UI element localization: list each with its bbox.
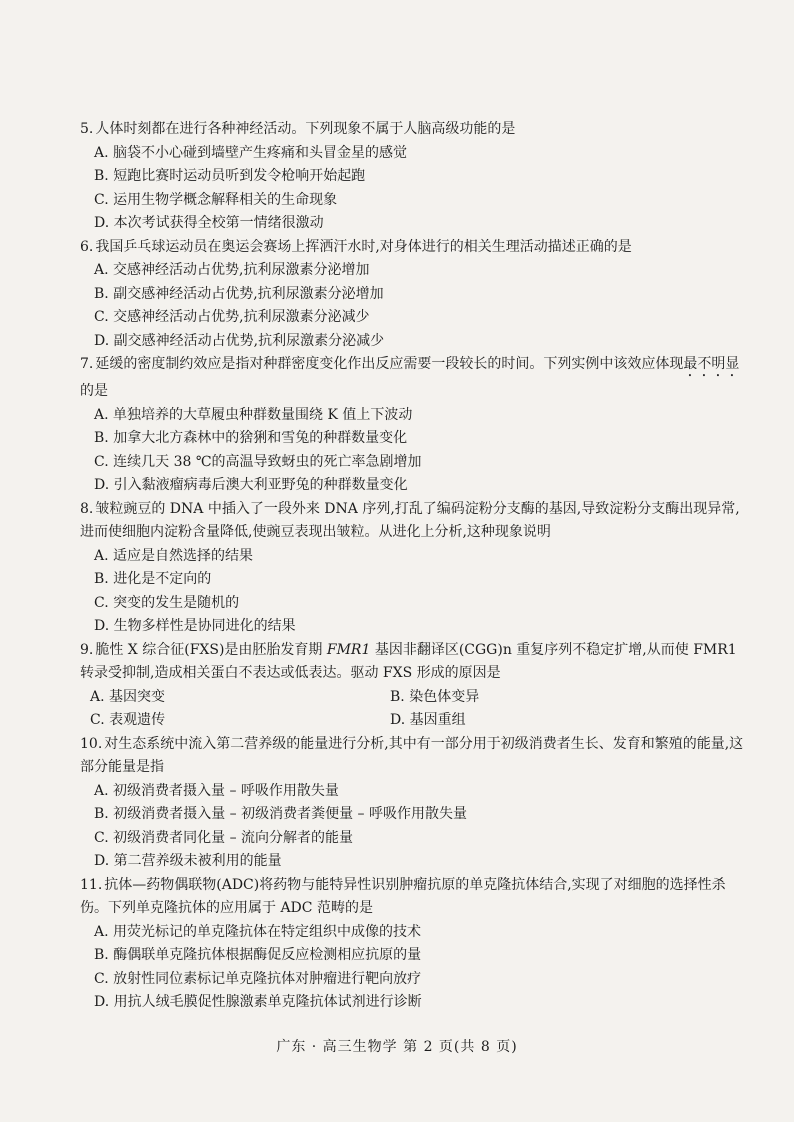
question-stem [80,639,744,686]
question-10 [80,733,744,874]
question-number: 8. [80,500,94,517]
option-list [80,404,744,498]
question-number: 10. [80,735,103,752]
question-text: 脆性 X 综合征(FXS)是由胚胎发育期 [95,641,327,658]
option-c: C. 放射性同位素标记单克隆抗体对肿瘤进行靶向放疗 [94,970,422,987]
question-number: 5. [80,121,94,137]
gene-name: FMR1 [326,641,371,658]
option-d: D. 引入黏液瘤病毒后澳大利亚野兔的种群数量变化 [94,477,408,493]
option-b: B. 进化是不定向的 [94,571,212,587]
option-grid [80,686,744,733]
option-c: C. 交感神经活动占优势,抗利尿激素分泌减少 [94,309,370,325]
question-stem [80,118,744,142]
option-b: B. 短跑比赛时运动员听到发令枪响开始起跑 [94,168,366,184]
option-c: C. 突变的发生是随机的 [94,594,240,611]
option-b: B. 酶偶联单克隆抗体根据酶促反应检测相应抗原的量 [94,947,422,963]
question-number: 11. [80,876,103,893]
question-stem [80,498,744,545]
option-c: C. 连续几天 38 ℃的高温导致蚜虫的死亡率急剧增加 [94,453,422,470]
question-number: 6. [80,238,94,255]
question-text-end: 的是 [80,383,108,399]
question-8 [80,498,744,639]
option-a: A. 适应是自然选择的结果 [94,547,254,564]
question-text: 皱粒豌豆的 DNA 中插入了一段外来 DNA 序列,打乱了编码淀粉分支酶的基因,导致淀粉分支酶出现异常,进而使细胞内淀粉含量降低,使豌豆表现出皱粒。从进化上分析,这种现象说明 [80,500,740,540]
option-list [80,545,744,639]
option-c: C. 运用生物学概念解释相关的生命现象 [94,191,338,208]
option-b: B. 染色体变异 [390,688,480,705]
option-d: D. 用抗人绒毛膜促性腺激素单克隆抗体试剂进行诊断 [94,994,422,1010]
option-c: C. 表观遗传 [90,712,166,728]
page-footer: 广东 · 高三生物学 第 2 页(共 8 页) [276,1039,518,1055]
option-d: D. 基因重组 [390,712,466,728]
option-d: D. 第二营养级未被利用的能量 [94,853,282,869]
question-9 [80,639,744,733]
emphasis-text: 最不明显 [683,356,740,372]
option-d: D. 生物多样性是协同进化的结果 [94,618,296,634]
option-b: B. 初级消费者摄入量 – 初级消费者粪便量 – 呼吸作用散失量 [94,806,467,822]
option-d: D. 本次考试获得全校第一情绪很激动 [94,215,324,231]
question-number: 9. [80,641,94,658]
question-stem [80,353,744,404]
question-number: 7. [80,356,94,372]
option-a: A. 单独培养的大草履虫种群数量围绕 K 值上下波动 [94,406,413,423]
option-a: A. 脑袋不小心碰到墙壁产生疼痛和头冒金星的感觉 [94,144,408,161]
question-text: 延缓的密度制约效应是指对种群密度变化作出反应需要一段较长的时间。下列实例中该效应体现 [95,356,684,372]
option-b: B. 副交感神经活动占优势,抗利尿激素分泌增加 [94,285,384,302]
option-a: A. 用荧光标记的单克隆抗体在特定组织中成像的技术 [94,923,422,940]
option-list [80,142,744,236]
question-5 [80,118,744,236]
option-list [80,259,744,353]
option-list [80,780,744,874]
question-text: 我国乒乓球运动员在奥运会赛场上挥洒汗水时,对身体进行的相关生理活动描述正确的是 [95,238,632,255]
option-c: C. 初级消费者同化量 – 流向分解者的能量 [94,829,354,846]
question-text-end: 基因非翻译区(CGG)n 重复序列不稳定扩增,从而使 FMR1 转录受抑制,造成相关蛋白不表达或低表达。驱动 FXS 形成的原因是 [80,641,737,681]
option-a: A. 基因突变 [90,688,166,705]
option-a: A. 交感神经活动占优势,抗利尿激素分泌增加 [94,262,370,278]
question-stem [80,874,744,921]
question-7 [80,353,744,498]
question-text: 人体时刻都在进行各种神经活动。下列现象不属于人脑高级功能的是 [95,121,516,137]
option-b: B. 加拿大北方森林中的猞猁和雪兔的种群数量变化 [94,430,408,446]
question-text: 抗体—药物偶联物(ADC)将药物与能特异性识别肿瘤抗原的单克隆抗体结合,实现了对细胞的选择性杀伤。下列单克隆抗体的应用属于 ADC 范畴的是 [80,876,726,916]
question-text: 对生态系统中流入第二营养级的能量进行分析,其中有一部分用于初级消费者生长、发育和繁殖的能量,这部分能量是指 [80,735,744,775]
question-stem [80,236,744,260]
option-d: D. 副交感神经活动占优势,抗利尿激素分泌减少 [94,332,385,349]
question-6 [80,236,744,354]
question-11 [80,874,744,1015]
option-list [80,921,744,1015]
option-a: A. 初级消费者摄入量 – 呼吸作用散失量 [94,782,339,799]
question-stem [80,733,744,780]
